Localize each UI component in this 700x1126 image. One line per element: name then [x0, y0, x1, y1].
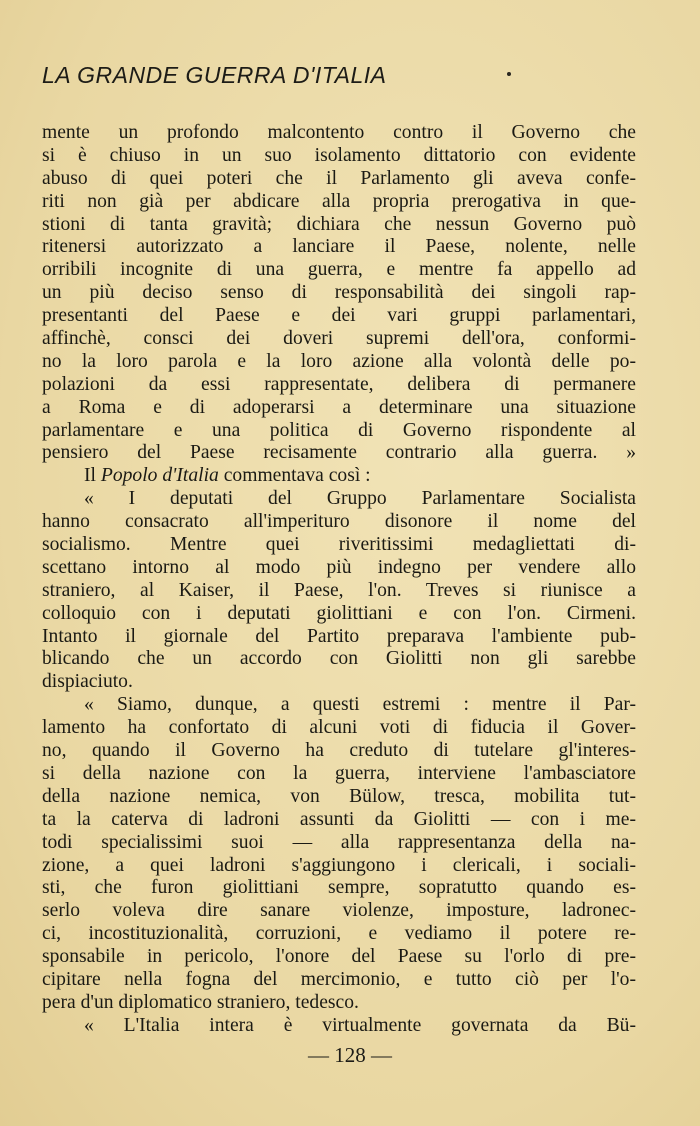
text-line: presentanti del Paese e dei vari gruppi parlamentari,	[42, 305, 636, 327]
text-line: orribili incognite di una guerra, e mentre fa appello ad	[42, 259, 636, 281]
newspaper-title: Popolo d'Italia	[100, 465, 219, 487]
text-line: stioni di tanta gravità; dichiara che nessun Governo può	[42, 213, 636, 235]
text-line: Intanto il giornale del Partito preparava l'ambiente pub-	[42, 625, 636, 647]
printer-mark	[507, 72, 511, 76]
text-line: hanno consacrato all'imperituro disonore il nome del	[42, 511, 636, 533]
text-line: polazioni da essi rappresentate, delibera di permanere	[42, 373, 636, 395]
text-line: todi specialissimi suoi — alla rappresentanza della na-	[42, 831, 636, 853]
text-line: mente un profondo malcontento contro il Governo che	[42, 122, 636, 143]
book-page	[42, 62, 636, 1036]
text-line: un più deciso senso di responsabilità dei singoli rap-	[42, 282, 636, 304]
text-line: « Siamo, dunque, a questi estremi : mentre il Par-	[84, 694, 636, 716]
text-line: lamento ha confortato di alcuni voti di fiducia il Gover-	[42, 717, 636, 739]
text-line: dispiaciuto.	[42, 671, 133, 693]
text-line: sponsabile in pericolo, l'onore del Paese su l'orlo di pre-	[42, 946, 636, 968]
text-line: della nazione nemica, von Bülow, tresca, mobilita tut-	[42, 785, 636, 807]
text-line: a Roma e di adoperarsi a determinare una situazione	[42, 396, 636, 418]
text-line: zione, a quei ladroni s'aggiungono i clericali, i sociali-	[42, 854, 636, 876]
text-line: « L'Italia intera è virtualmente governata da Bü-	[84, 1014, 636, 1036]
text-line: serlo voleva dire sanare violenze, imposture, ladronec-	[42, 900, 636, 922]
page-number: — 128 —	[308, 1043, 392, 1067]
text-line: riti non già per abdicare alla propria prerogativa in que-	[42, 190, 636, 212]
text-line: no, quando il Governo ha creduto di tutelare gl'interes-	[42, 740, 636, 762]
text-line: socialismo. Mentre quei riveritissimi medagliettati di-	[42, 534, 636, 556]
text-line: affinchè, consci dei doveri supremi dell'ora, conformi-	[42, 328, 636, 350]
text-line: ritenersi autorizzato a lanciare il Paese, nolente, nelle	[42, 236, 636, 258]
text-line: « I deputati del Gruppo Parlamentare Socialista	[84, 488, 636, 510]
text-line: parlamentare e una politica di Governo rispondente al	[42, 419, 636, 441]
text-line: si è chiuso in un suo isolamento dittatorio con evidente	[42, 144, 636, 166]
text-line: no la loro parola e la loro azione alla volontà delle po-	[42, 350, 636, 372]
text-line: pensiero del Paese recisamente contrario alla guerra. »	[42, 442, 636, 464]
text-line: si della nazione con la guerra, interviene l'ambasciatore	[42, 762, 636, 784]
text-line: colloquio con i deputati giolittiani e con l'on. Cirmeni.	[42, 602, 636, 624]
text-line: pera d'un diplomatico straniero, tedesco.	[42, 991, 359, 1013]
text-line: abuso di quei poteri che il Parlamento gli aveva confe-	[42, 167, 636, 189]
body-text	[42, 122, 636, 1038]
text-line: ci, incostituzionalità, corruzioni, e vediamo il potere re-	[42, 923, 636, 945]
text-line: blicando che un accordo con Giolitti non gli sarebbe	[42, 648, 636, 670]
running-head	[42, 62, 636, 102]
running-title: LA GRANDE GUERRA D'ITALIA	[42, 62, 387, 88]
text-line: cipitare nella fogna del mercimonio, e tutto ciò per l'o-	[42, 968, 636, 990]
text-line: straniero, al Kaiser, il Paese, l'on. Treves si riunisce a	[42, 579, 636, 601]
text-line: scettano intorno al modo più indegno per vendere allo	[42, 556, 636, 578]
text-line: sti, che furon giolittiani sempre, sopratutto quando es-	[42, 877, 636, 899]
text-line: ta la caterva di ladroni assunti da Giolitti — con i me-	[42, 808, 636, 830]
text-line: Il Popolo d'Italia commentava così :	[84, 465, 371, 487]
